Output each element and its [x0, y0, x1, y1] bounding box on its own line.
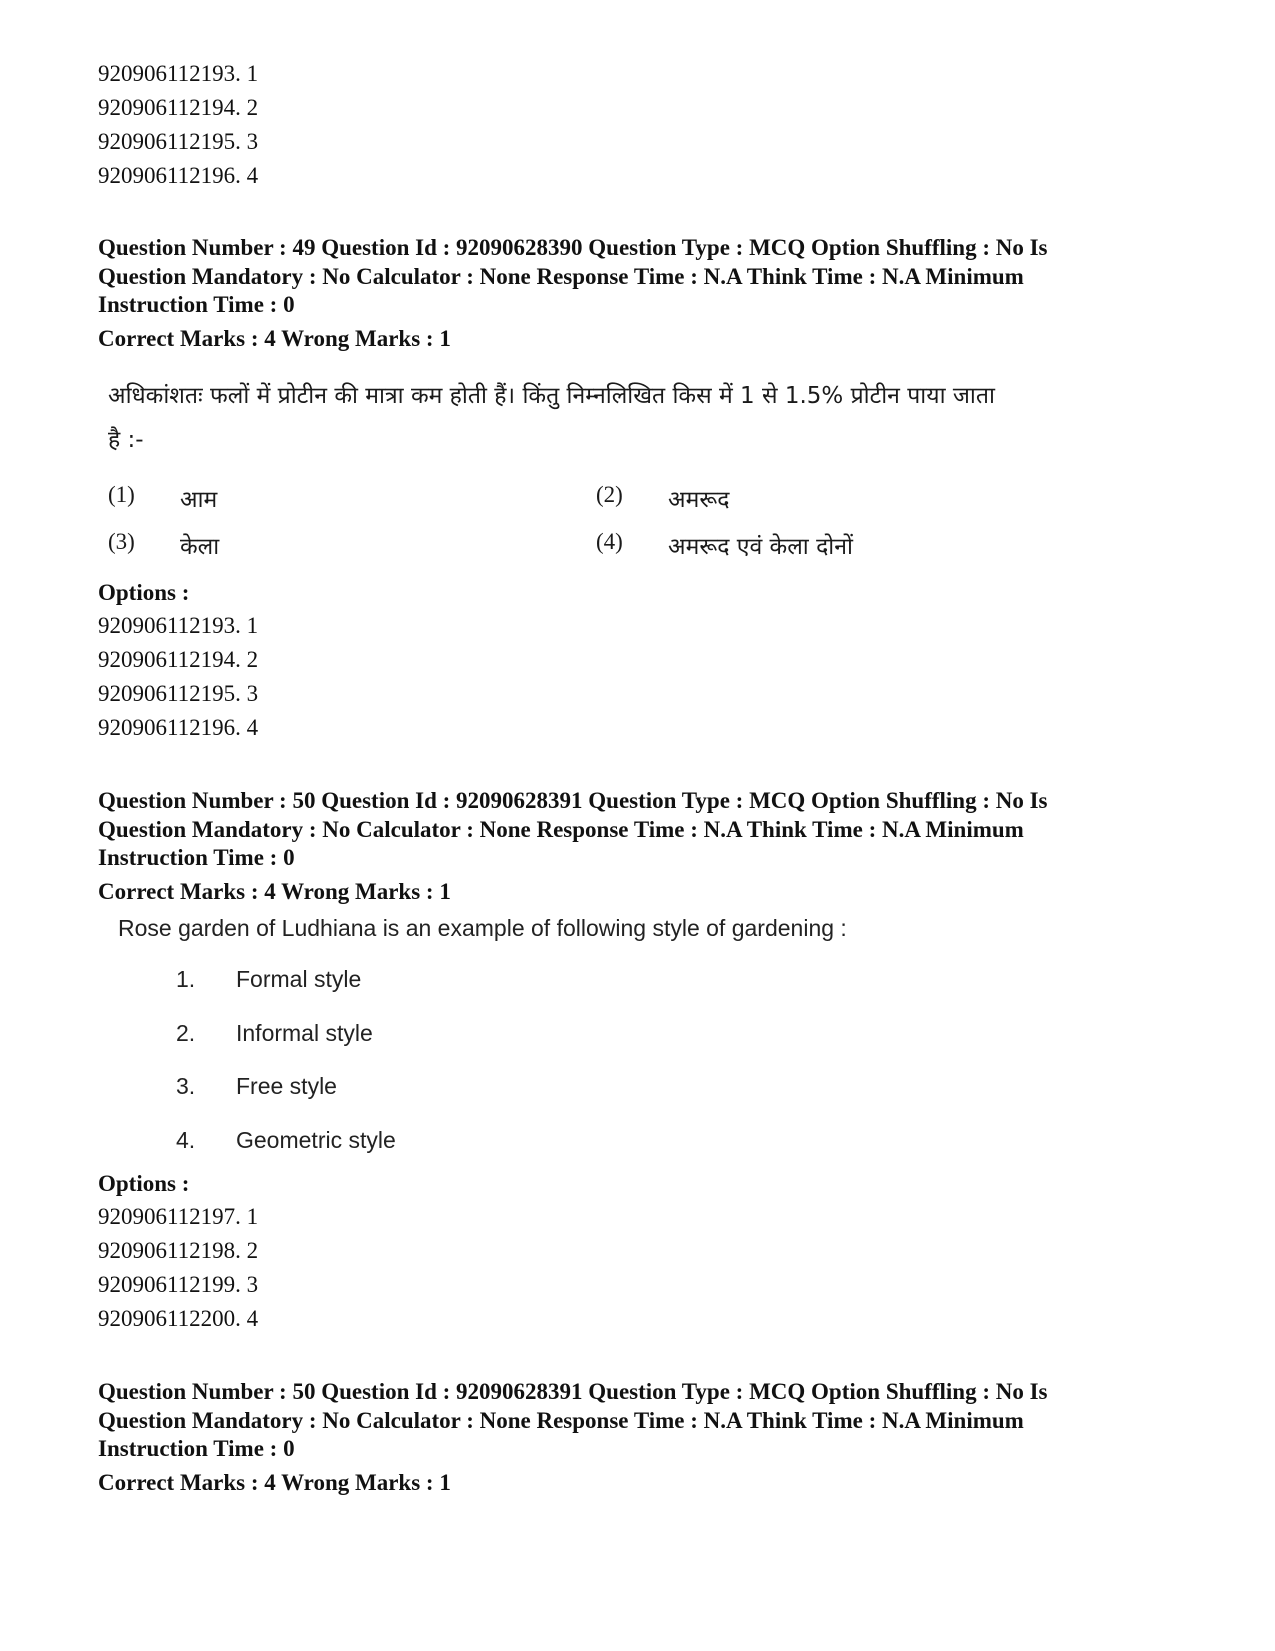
choice-row [108, 521, 1108, 568]
option-line: 920906112196. 4 [98, 163, 259, 188]
question-49-choices [108, 474, 1108, 568]
choice-row [176, 1114, 396, 1168]
question-header-line: Instruction Time : 0 [98, 1436, 295, 1461]
choice [108, 529, 596, 561]
choice-row [176, 953, 396, 1007]
question-49-header [98, 234, 1198, 353]
choice-row [176, 1060, 396, 1114]
choice [596, 482, 1084, 514]
question-marks: Correct Marks : 4 Wrong Marks : 1 [98, 1469, 451, 1495]
option-line: 920906112196. 4 [98, 715, 259, 740]
choice-number: 3. [176, 1073, 196, 1100]
question-50-choices [176, 953, 396, 1167]
question-header-line: Question Number : 49 Question Id : 92090628390 Question Type : MCQ Option Shuffling : No Is [98, 235, 1048, 260]
choice-text: Informal style [236, 1019, 373, 1046]
question-header-line: Instruction Time : 0 [98, 845, 295, 870]
option-line: 920906112199. 3 [98, 1272, 259, 1297]
question-header-line: Question Number : 50 Question Id : 92090628391 Question Type : MCQ Option Shuffling : No Is [98, 788, 1048, 813]
choice [108, 482, 596, 514]
choice-number: 2. [176, 1019, 196, 1046]
choice-text: केला [180, 533, 220, 560]
question-50-options-list [98, 1200, 258, 1336]
option-line: 920906112194. 2 [98, 647, 259, 672]
choice-text: Geometric style [236, 1126, 396, 1153]
question-text-line: है :- [108, 427, 144, 453]
choice-row [176, 1007, 396, 1061]
option-line: 920906112197. 1 [98, 1204, 259, 1229]
choice-text: अमरूद एवं केला दोनों [668, 533, 853, 560]
question-header-line: Question Mandatory : No Calculator : None Response Time : N.A Think Time : N.A Minimum [98, 263, 1024, 289]
choice-number: (2) [596, 481, 623, 507]
choice-row [108, 474, 1108, 521]
choice-number: (3) [108, 528, 135, 554]
option-line: 920906112193. 1 [98, 613, 259, 638]
question-50-text: Rose garden of Ludhiana is an example of following style of gardening : [118, 915, 847, 941]
choice [596, 529, 1084, 561]
choice-number: (4) [596, 528, 623, 554]
choice-number: 4. [176, 1126, 196, 1153]
options-label: Options : [98, 1171, 190, 1196]
question-50-repeat-header [98, 1378, 1198, 1497]
option-line: 920906112194. 2 [98, 95, 259, 120]
choice-number: (1) [108, 481, 135, 507]
question-marks: Correct Marks : 4 Wrong Marks : 1 [98, 325, 451, 351]
question-49-text [108, 374, 1118, 462]
option-line: 920906112200. 4 [98, 1306, 259, 1331]
choice-number: 1. [176, 966, 196, 993]
question-header-line: Question Number : 50 Question Id : 92090628391 Question Type : MCQ Option Shuffling : No Is [98, 1379, 1048, 1404]
choice-text: Formal style [236, 966, 362, 993]
option-line: 920906112195. 3 [98, 129, 259, 154]
question-marks: Correct Marks : 4 Wrong Marks : 1 [98, 878, 451, 904]
choice-text: आम [180, 486, 218, 513]
previous-options-list [98, 57, 258, 193]
option-line: 920906112198. 2 [98, 1238, 259, 1263]
question-header-line: Question Mandatory : No Calculator : None Response Time : N.A Think Time : N.A Minimum [98, 1407, 1024, 1433]
question-header-line: Instruction Time : 0 [98, 292, 295, 317]
option-line: 920906112195. 3 [98, 681, 259, 706]
choice-text: Free style [236, 1073, 337, 1100]
question-header-line: Question Mandatory : No Calculator : None Response Time : N.A Think Time : N.A Minimum [98, 816, 1024, 842]
options-label: Options : [98, 580, 190, 605]
question-49-options-list [98, 609, 258, 745]
question-text-line: अधिकांशतः फलों में प्रोटीन की मात्रा कम होती हैं। किंतु निम्नलिखित किस में 1 से 1.5% प्रोटीन पाया जाता [108, 383, 995, 409]
choice-text: अमरूद [668, 486, 730, 513]
option-line: 920906112193. 1 [98, 61, 259, 86]
question-50-header [98, 787, 1198, 906]
